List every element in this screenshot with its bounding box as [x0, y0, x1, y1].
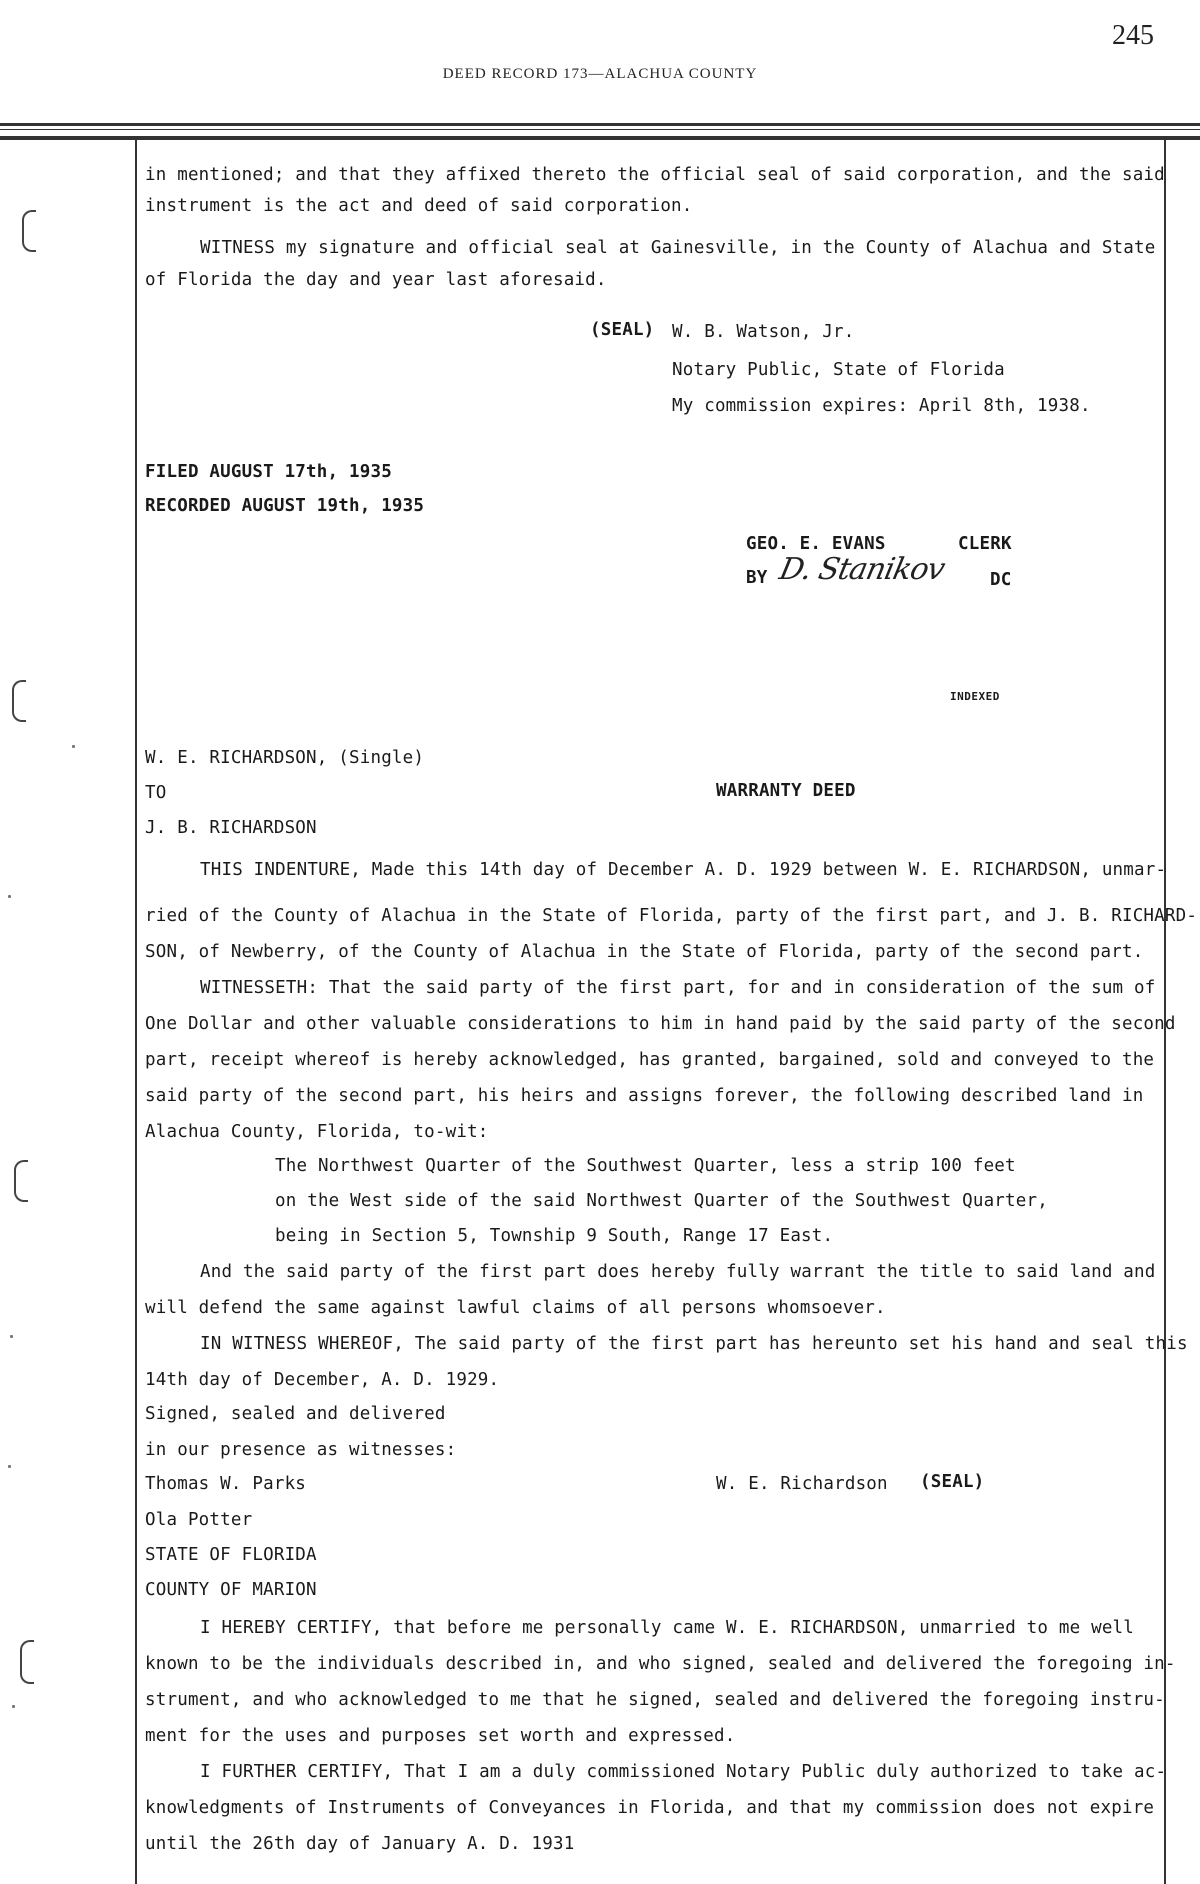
deed-body-line: WITNESSETH: That the said party of the first part, for and in consideration of the sum of — [200, 978, 1156, 998]
ack-line: ment for the uses and purposes set worth and expressed. — [145, 1726, 736, 1746]
signer-name: W. E. Richardson — [716, 1474, 888, 1494]
notary-text-line: in mentioned; and that they affixed thereto the official seal of said corporation, and the said — [145, 165, 1165, 185]
grantor: W. E. RICHARDSON, (Single) — [145, 748, 425, 768]
warranty-line: will defend the same against lawful claims of all persons whomsoever. — [145, 1298, 886, 1318]
ack-line: known to be the individuals described in, and who signed, sealed and delivered the foregoing in- — [145, 1654, 1176, 1674]
deputy-clerk-signature: D. Stanikov — [776, 552, 948, 587]
ack-line: I FURTHER CERTIFY, That I am a duly commissioned Notary Public duly authorized to take ac- — [200, 1762, 1167, 1782]
ack-state: STATE OF FLORIDA — [145, 1545, 317, 1565]
deed-body-line: part, receipt whereof is hereby acknowledged, has granted, bargained, sold and conveyed to the — [145, 1050, 1155, 1070]
deed-body-line: One Dollar and other valuable considerations to him in hand paid by the said party of the second — [145, 1014, 1176, 1034]
land-description-line: The Northwest Quarter of the Southwest Quarter, less a strip 100 feet — [275, 1156, 1016, 1176]
warranty-line: IN WITNESS WHEREOF, The said party of the first part has hereunto set his hand and seal this — [200, 1334, 1188, 1354]
grantee: J. B. RICHARDSON — [145, 818, 317, 838]
header-rule-bottom — [0, 136, 1200, 140]
notary-name: W. B. Watson, Jr. — [672, 322, 855, 342]
ack-line: strument, and who acknowledged to me that he signed, sealed and delivered the foregoing instru- — [145, 1690, 1165, 1710]
land-description-line: being in Section 5, Township 9 South, Range 17 East. — [275, 1226, 834, 1246]
margin-speck — [8, 895, 11, 898]
deed-body-line: Alachua County, Florida, to-wit: — [145, 1122, 489, 1142]
left-margin-line — [135, 140, 137, 1884]
right-margin-line — [1164, 140, 1166, 1884]
seal-label: (SEAL) — [590, 320, 655, 340]
clerk-title: CLERK — [958, 534, 1012, 554]
binding-bracket-3 — [14, 1160, 28, 1202]
witness-name: Thomas W. Parks — [145, 1474, 307, 1494]
binding-bracket-2 — [12, 680, 26, 722]
margin-speck — [8, 1465, 11, 1468]
ack-county: COUNTY OF MARION — [145, 1580, 317, 1600]
to-label: TO — [145, 783, 167, 803]
deed-body-line: ried of the County of Alachua in the State of Florida, party of the first part, and J. B. RICHARD- — [145, 906, 1198, 926]
signed-sealed-line: Signed, sealed and delivered — [145, 1404, 446, 1424]
ack-line: until the 26th day of January A. D. 1931 — [145, 1834, 575, 1854]
deed-body-line: THIS INDENTURE, Made this 14th day of December A. D. 1929 between W. E. RICHARDSON, unmar- — [200, 860, 1167, 880]
deed-body-line: SON, of Newberry, of the County of Alachua in the State of Florida, party of the second part. — [145, 942, 1144, 962]
margin-speck — [12, 1705, 15, 1708]
notary-text-line: of Florida the day and year last aforesaid. — [145, 270, 607, 290]
notary-text-line: instrument is the act and deed of said corporation. — [145, 196, 693, 216]
witness-name: Ola Potter — [145, 1510, 253, 1530]
by-label: BY — [746, 568, 768, 588]
header-rule-middle — [0, 129, 1200, 130]
indexed-stamp: INDEXED — [950, 690, 1000, 703]
binding-bracket-1 — [22, 210, 36, 252]
header-rule-top — [0, 123, 1200, 126]
deed-type: WARRANTY DEED — [716, 781, 856, 801]
ack-line: knowledgments of Instruments of Conveyances in Florida, and that my commission does not expire — [145, 1798, 1155, 1818]
binding-bracket-4 — [20, 1640, 34, 1684]
dc-label: DC — [990, 570, 1012, 590]
margin-speck — [10, 1335, 13, 1338]
deed-body-line: said party of the second part, his heirs and assigns forever, the following described land in — [145, 1086, 1144, 1106]
recorded-date: RECORDED AUGUST 19th, 1935 — [145, 496, 425, 516]
land-description-line: on the West side of the said Northwest Quarter of the Southwest Quarter, — [275, 1191, 1048, 1211]
ack-line: I HEREBY CERTIFY, that before me personally came W. E. RICHARDSON, unmarried to me well — [200, 1618, 1135, 1638]
commission-expires: My commission expires: April 8th, 1938. — [672, 396, 1091, 416]
warranty-line: 14th day of December, A. D. 1929. — [145, 1370, 500, 1390]
page-title: DEED RECORD 173—ALACHUA COUNTY — [442, 66, 758, 82]
margin-speck — [72, 745, 75, 748]
filed-date: FILED AUGUST 17th, 1935 — [145, 462, 392, 482]
notary-text-line: WITNESS my signature and official seal at Gainesville, in the County of Alachua and State — [200, 238, 1156, 258]
witnesses-line: in our presence as witnesses: — [145, 1440, 457, 1460]
warranty-line: And the said party of the first part does hereby fully warrant the title to said land and — [200, 1262, 1156, 1282]
clerk-name: GEO. E. EVANS — [746, 534, 886, 554]
notary-title: Notary Public, State of Florida — [672, 360, 1005, 380]
signer-seal: (SEAL) — [920, 1472, 985, 1492]
page-number: 245 — [1112, 20, 1154, 51]
